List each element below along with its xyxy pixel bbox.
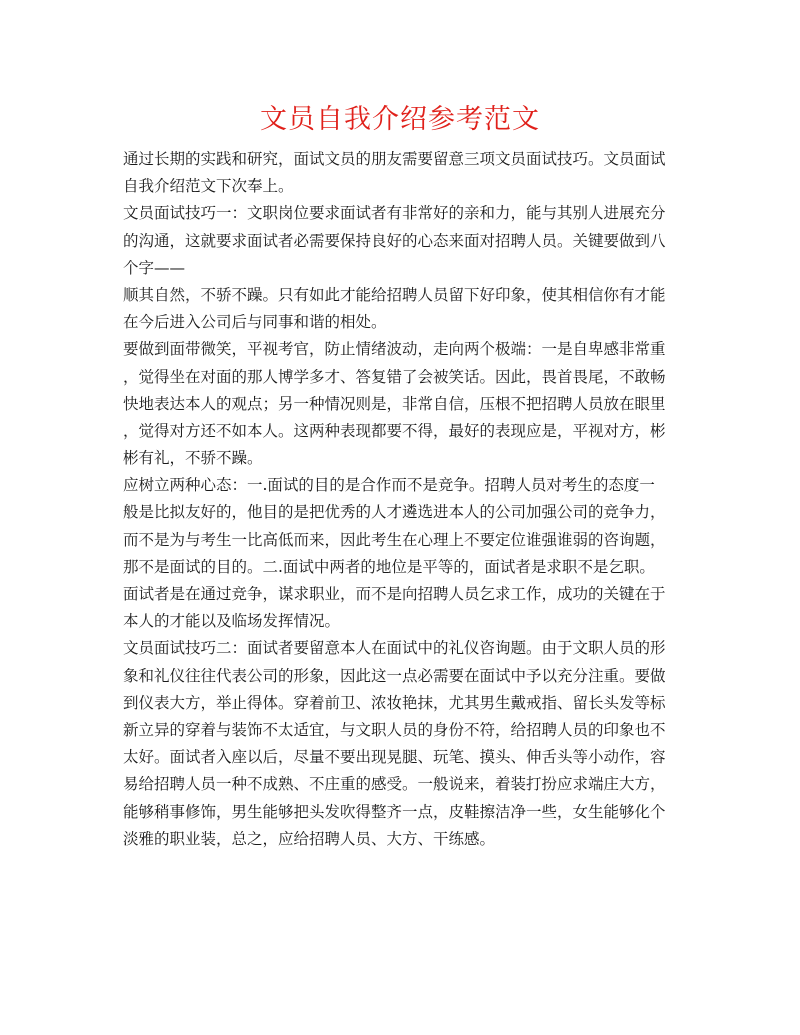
body-line: 要做到面带微笑，平视考官，防止情绪波动，走向两个极端：一是自卑感非常重 (123, 340, 666, 359)
body-line: 在今后进入公司后与同事和谐的相处。 (123, 313, 387, 332)
body-line: 文员面试技巧一：文职岗位要求面试者有非常好的亲和力，能与其别人进展充分 (123, 204, 666, 223)
body-line: 象和礼仪往往代表公司的形象，因此这一点必需要在面试中予以充分注重。要做 (123, 666, 666, 685)
body-line: 彬有礼，不骄不躁。 (123, 449, 263, 468)
document-body (123, 146, 679, 853)
body-line: ，觉得对方还不如本人。这两种表现都要不得，最好的表现应是，平视对方，彬 (123, 421, 666, 440)
body-line: 面试者是在通过竞争，谋求职业，而不是向招聘人员乞求工作，成功的关键在于 (123, 585, 666, 603)
body-line: 应树立两种心态：一.面试的目的是合作而不是竞争。招聘人员对考生的态度一 (123, 476, 655, 495)
body-line: 到仪表大方，举止得体。穿着前卫、浓妆艳抹，尤其男生戴戒指、留长头发等标 (123, 693, 666, 712)
body-line: 通过长期的实践和研究，面试文员的朋友需要留意三项文员面试技巧。文员面试 (123, 150, 666, 168)
body-line: 新立异的穿着与装饰不太适宜，与文职人员的身份不符，给招聘人员的印象也不 (123, 720, 666, 739)
body-line: 快地表达本人的观点；另一种情况则是，非常自信，压根不把招聘人员放在眼里 (123, 394, 666, 413)
body-line: 易给招聘人员一种不成熟、不庄重的感受。一般说来，着装打扮应求端庄大方， (123, 775, 666, 794)
body-line: 自我介绍范文下次奉上。 (123, 177, 294, 196)
body-line: 文员面试技巧二：面试者要留意本人在面试中的礼仪咨询题。由于文职人员的形 (123, 639, 666, 658)
body-line: 个字—— (123, 258, 186, 277)
body-line: 般是比拟友好的，他目的是把优秀的人才遴选进本人的公司加强公司的竞争力， (123, 503, 666, 522)
body-line: 淡雅的职业装，总之，应给招聘人员、大方、干练感。 (123, 829, 496, 848)
body-line: 能够稍事修饰，男生能够把头发吹得整齐一点，皮鞋擦洁净一些，女生能够化个 (123, 802, 666, 821)
body-line: 那不是面试的目的。二.面试中两者的地位是平等的，面试者是求职不是乞职。 (123, 557, 655, 576)
body-line: 太好。面试者入座以后，尽量不要出现晃腿、玩笔、摸头、伸舌头等小动作，容 (123, 748, 666, 767)
body-line: 顺其自然，不骄不躁。只有如此才能给招聘人员留下好印象，使其相信你有才能 (123, 285, 666, 304)
body-line: 本人的才能以及临场发挥情况。 (123, 612, 341, 631)
body-line: 的沟通，这就要求面试者必需要保持良好的心态来面对招聘人员。关键要做到八 (123, 231, 666, 250)
body-line: 而不是为与考生一比高低而来，因此考生在心理上不要定位谁强谁弱的咨询题， (123, 530, 666, 549)
body-line: ，觉得坐在对面的那人博学多才、答复错了会被笑话。因此，畏首畏尾，不敢畅 (123, 367, 666, 386)
document-title: 文员自我介绍参考范文 (260, 104, 540, 135)
